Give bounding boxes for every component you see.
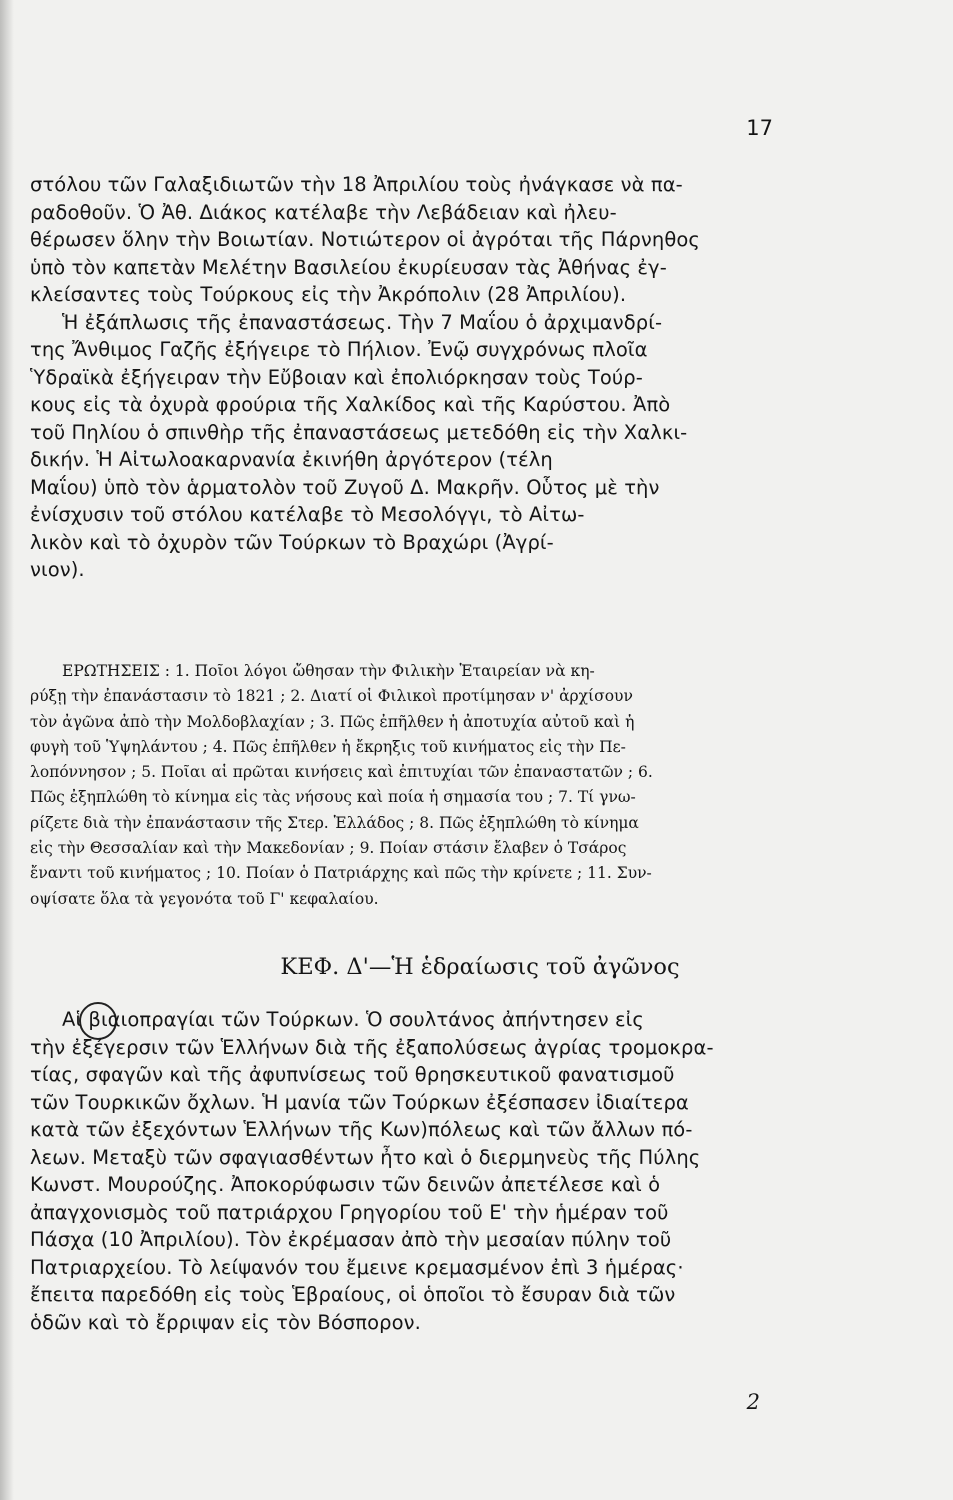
text-line: ραδοθοῦν. Ὁ Ἀθ. Διάκος κατέλαβε τὴν Λεβάδειαν καὶ ἠλευ- [30, 200, 617, 224]
text-line: κους εἰς τὰ ὀχυρὰ φρούρια τῆς Χαλκίδος καὶ τῆς Καρύστου. Ἀπὸ [30, 393, 671, 416]
signature-mark: 2 [746, 1390, 760, 1414]
questions-line: οψίσατε ὅλα τὰ γεγονότα τοῦ Γ' κεφαλαίου. [30, 889, 379, 908]
text-line: τὴν ἐξέγερσιν τῶν Ἑλλήνων διὰ τῆς ἐξαπολύσεως ἀγρίας τρομοκρα- [30, 1035, 714, 1059]
text-line: τοῦ Πηλίου ὁ σπινθὴρ τῆς ἐπαναστάσεως μετεδόθη εἰς τὴν Χαλκι- [30, 420, 688, 444]
text-line: της Ἄνθιμος Γαζῆς ἐξήγειρε τὸ Πήλιον. Ἐνῷ συγχρόνως πλοῖα [30, 338, 648, 361]
text-line: στόλου τῶν Γαλαξιδιωτῶν τὴν 18 Ἀπριλίου τοὺς ἠνάγκασε νὰ πα- [30, 173, 683, 196]
questions-block [30, 659, 795, 912]
text-line: κλείσαντες τοὺς Τούρκους εἰς τὴν Ἀκρόπολιν (28 Ἀπριλίου). [30, 283, 627, 306]
page-number: 17 [746, 116, 773, 140]
text-line: Μαΐου) ὑπὸ τὸν ἁρματολὸν τοῦ Ζυγοῦ Δ. Μακρῆν. Οὗτος μὲ τὴν [30, 475, 660, 499]
questions-line: ἔναντι τοῦ κινήματος ; 10. Ποίαν ὁ Πατριάρχης καὶ πῶς τὴν κρίνετε ; 11. Συν- [30, 864, 652, 883]
text-line: Ὑδραϊκὰ ἐξήγειραν τὴν Εὔβοιαν καὶ ἐπολιόρκησαν τοὺς Τούρ- [30, 365, 643, 389]
text-line: κατὰ τῶν ἐξεχόντων Ἑλλήνων τῆς Κων)πόλεως καὶ τῶν ἄλλων πό- [30, 1118, 693, 1141]
text-line: λεων. Μεταξὺ τῶν σφαγιασθέντων ἦτο καὶ ὁ διερμηνεὺς τῆς Πύλης [30, 1145, 701, 1169]
questions-line: λοπόννησον ; 5. Ποῖαι αἱ πρῶται κινήσεις καὶ ἐπιτυχίαι τῶν ἐπαναστατῶν ; 6. [30, 763, 653, 782]
text-line: ἔπειτα παρεδόθη εἰς τοὺς Ἑβραίους, οἱ ὁποῖοι τὸ ἔσυραν διὰ τῶν [30, 1283, 676, 1306]
text-line: νιον). [30, 558, 85, 581]
text-line: Πάσχα (10 Ἀπριλίου). Τὸν ἐκρέμασαν ἀπὸ τὴν μεσαίαν πύλην τοῦ [30, 1228, 672, 1251]
text-line: Κωνστ. Μουρούζης. Ἀποκορύφωσιν τῶν δεινῶν ἀπετέλεσε καὶ ὁ [30, 1173, 661, 1196]
text-line: τῶν Τουρκικῶν ὄχλων. Ἡ μανία τῶν Τούρκων ἐξέσπασεν ἰδιαίτερα [30, 1090, 689, 1114]
text-line: δικήν. Ἡ Αἰτωλοακαρνανία ἐκινήθη ἀργότερον (τέλη [30, 448, 553, 471]
text-line: ἀπαγχονισμὸς τοῦ πατριάρχου Γρηγορίου τοῦ Ε' τὴν ἡμέραν τοῦ [30, 1200, 669, 1224]
binding-gutter [0, 0, 14, 1500]
text-line: θέρωσεν ὅλην τὴν Βοιωτίαν. Νοτιώτερον οἱ ἀγρόται τῆς Πάρνηθος [30, 228, 700, 251]
questions-line: ρίζετε διὰ τὴν ἐπανάστασιν τῆς Στερ. Ἑλλάδος ; 8. Πῶς ἐξηπλώθη τὸ κίνημα [30, 813, 639, 832]
section-heading-line: Ἡ ἐξάπλωσις τῆς ἐπαναστάσεως. Τὴν 7 Μαΐου ὁ ἀρχιμανδρί- [62, 310, 663, 334]
text-line: ὁδῶν καὶ τὸ ἔρριψαν εἰς τὸν Βόσπορον. [30, 1310, 421, 1334]
text-line: ὑπὸ τὸν καπετὰν Μελέτην Βασιλείου ἐκυρίευσαν τὰς Ἀθήνας ἐγ- [30, 255, 667, 279]
questions-line: φυγὴ τοῦ Ὑψηλάντου ; 4. Πῶς ἐπῆλθεν ἡ ἔκρηξις τοῦ κινήματος εἰς τὴν Πε- [30, 737, 626, 756]
questions-line: ΕΡΩΤΗΣΕΙΣ : 1. Ποῖοι λόγοι ὤθησαν τὴν Φιλικὴν Ἑταιρείαν νὰ κη- [62, 662, 595, 680]
section-heading-line: Αἱ βιαιοπραγίαι τῶν Τούρκων. Ὁ σουλτάνος ἀπήντησεν εἰς [62, 1008, 644, 1031]
text-line: Πατριαρχείου. Τὸ λείψανόν του ἔμεινε κρεμασμένον ἐπὶ 3 ἡμέρας· [30, 1255, 684, 1279]
questions-line: Πῶς ἐξηπλώθη τὸ κίνημα εἰς τὰς νήσους καὶ ποία ἡ σημασία του ; 7. Τί γνω- [30, 788, 636, 807]
questions-line: τὸν ἀγῶνα ἀπὸ τὴν Μολδοβλαχίαν ; 3. Πῶς ἐπῆλθεν ἡ ἀποτυχία αὐτοῦ καὶ ἡ [30, 712, 635, 731]
chapter-text-block [30, 1006, 795, 1336]
questions-line: ρύξῃ τὴν ἐπανάστασιν τὸ 1821 ; 2. Διατί οἱ Φιλικοὶ προτίμησαν ν' ἀρχίσουν [30, 687, 633, 706]
text-line: λικὸν καὶ τὸ ὀχυρὸν τῶν Τούρκων τὸ Βραχώρι (Ἀγρί- [30, 530, 554, 554]
text-line: ἐνίσχυσιν τοῦ στόλου κατέλαβε τὸ Μεσολόγγι, τὸ Αἰτω- [30, 503, 585, 526]
main-text-block [30, 171, 795, 584]
chapter-title: ΚΕΦ. Δ'—Ἡ ἑδραίωσις τοῦ ἀγῶνος [280, 954, 680, 980]
text-line: τίας, σφαγῶν καὶ τῆς ἀφυπνίσεως τοῦ θρησκευτικοῦ φανατισμοῦ [30, 1063, 675, 1086]
questions-line: εἰς τὴν Θεσσαλίαν καὶ τὴν Μακεδονίαν ; 9. Ποίαν στάσιν ἔλαβεν ὁ Τσάρος [30, 839, 627, 858]
